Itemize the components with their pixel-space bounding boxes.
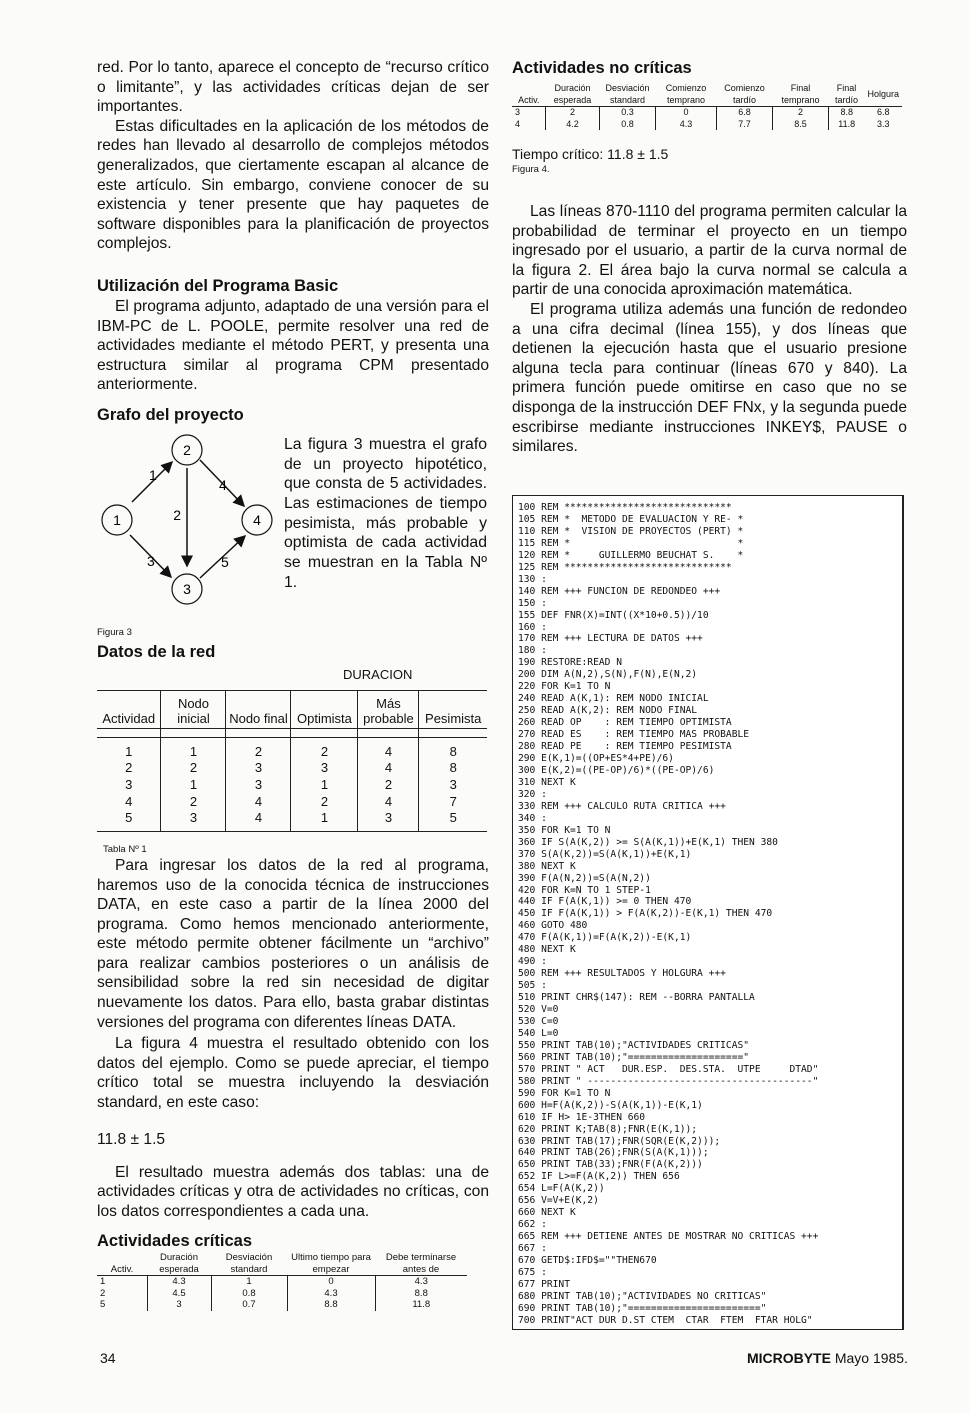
- table-cell: 4: [125, 793, 133, 809]
- code-line: 450 IF F(A(K,1)) > F(A(K,2))-E(K,1) THEN 470: [518, 908, 773, 920]
- code-line: 270 READ ES : REM TIEMPO MAS PROBABLE: [518, 729, 750, 741]
- table-cell: 3: [147, 1299, 211, 1311]
- figure-caption: Figura 3: [97, 626, 132, 638]
- edge-label: 2: [173, 506, 181, 523]
- table-header: Activ.: [512, 83, 545, 107]
- code-line: 505 :: [518, 980, 547, 992]
- code-line: 200 DIM A(N,2),S(N),F(N),E(N,2): [518, 669, 698, 681]
- node-label: 2: [183, 441, 191, 458]
- code-line: 500 REM +++ RESULTADOS Y HOLGURA +++: [518, 968, 726, 980]
- code-line: 510 PRINT CHR$(147): REM --BORRA PANTALLA: [518, 992, 755, 1004]
- table-header: Duración esperada: [545, 83, 599, 107]
- table-cell: 8: [419, 737, 487, 759]
- table-cell: 3: [161, 810, 226, 832]
- table-cell: 3: [226, 776, 291, 793]
- code-line: 160 :: [518, 621, 547, 633]
- code-line: 360 IF S(A(K,2)) >= S(A(K,1))+E(K,1) THEN 380: [518, 836, 778, 848]
- table-cell: 5: [100, 1299, 106, 1311]
- code-line: 660 NEXT K: [518, 1207, 576, 1219]
- code-line: 380 NEXT K: [518, 860, 576, 872]
- table-cell: 3: [515, 107, 521, 117]
- code-line: 630 PRINT TAB(17);FNR(SQR(E(K,2)));: [518, 1135, 721, 1147]
- table-cell: 0.3: [599, 107, 655, 119]
- paragraph: El programa adjunto, adaptado de una versión para el IBM-PC de L. POOLE, permite resolver una red de actividades mediante el método PERT, y presenta una estructura similar al programa CPM presentado anteriormente.: [97, 297, 489, 394]
- table-header: Activ.: [97, 1252, 147, 1276]
- code-line: 170 REM +++ LECTURA DE DATOS +++: [518, 633, 703, 645]
- table-header: Nodo inicial: [161, 690, 226, 728]
- code-line: 480 NEXT K: [518, 944, 576, 956]
- code-line: 390 F(A(N,2))=S(A(N,2)): [518, 872, 651, 884]
- table-cell: 6.8: [876, 107, 890, 117]
- table-cell: 2: [100, 1287, 106, 1299]
- table-row: [97, 737, 487, 759]
- code-line: 520 V=0: [518, 1004, 559, 1016]
- table-header: Final tardío: [828, 83, 864, 107]
- table-header: Desviación standard: [211, 1252, 287, 1276]
- code-line: 667 :: [518, 1243, 547, 1255]
- magazine-footer: [747, 1350, 908, 1366]
- paragraph: La figura 4 muestra el resultado obtenido con los datos del ejemplo. Como se puede apreciar, el tiempo crítico total se muestra incluyendo la desviación standard, en este caso:: [97, 1035, 489, 1112]
- critical-time-formula: 11.8 ± 1.5: [97, 1130, 166, 1148]
- paragraph: El programa utiliza además una función de redondeo a una cifra decimal (línea 155), y dos líneas que detienen la ejecución hasta que el usuario presione alguna tecla para continuar (líneas 670 y 840). La primera función puede omitirse en caso que no se disponga de la instrucción DEF FNx, y la segunda puede escribirse mediante instrucciones INKEY$, PAUSE o similares.: [512, 300, 907, 456]
- table-cell: 3: [291, 759, 358, 776]
- code-line: 620 PRINT K;TAB(8);FNR(E(K,1));: [518, 1123, 698, 1135]
- code-line: 670 GETD$:IFD$=""THEN670: [518, 1255, 657, 1267]
- code-line: 250 READ A(K,2): REM NODO FINAL: [518, 705, 698, 717]
- table-cell: 4.3: [375, 1276, 467, 1288]
- code-line: 490 :: [518, 956, 547, 968]
- table-header: Debe terminarse antes de: [375, 1252, 467, 1276]
- code-line: 110 REM * VISION DE PROYECTOS (PERT) *: [518, 525, 744, 537]
- code-line: 530 C=0: [518, 1015, 559, 1027]
- table-cell: 4.2: [545, 119, 599, 131]
- table-cell: 2: [291, 793, 358, 810]
- table-cell: 3.3: [876, 118, 890, 129]
- page-number: 34: [100, 1350, 116, 1366]
- table-cell: 0.7: [211, 1299, 287, 1311]
- code-line: 680 PRINT TAB(10);"ACTIVIDADES NO CRITICAS": [518, 1290, 767, 1302]
- code-line: 470 F(A(K,1))=F(A(K,2))-E(K,1): [518, 932, 692, 944]
- code-line: 600 H=F(A(K,2))-S(A(K,1))-E(K,1): [518, 1099, 703, 1111]
- table-cell: 4: [226, 793, 291, 810]
- code-line: 350 FOR K=1 TO N: [518, 824, 611, 836]
- table-row: [512, 107, 902, 119]
- edge-label: 1: [149, 466, 157, 483]
- table-cell: 6.8: [716, 107, 772, 119]
- node-label: 4: [253, 511, 261, 528]
- edge-label: 4: [219, 476, 227, 493]
- table-cell: 0.8: [599, 119, 655, 131]
- table-cell: 3: [419, 776, 487, 793]
- table-cell: 8: [419, 759, 487, 776]
- table-header: Más probable: [358, 690, 419, 728]
- table-header: Desviación standard: [599, 83, 655, 107]
- table-row: [97, 776, 487, 793]
- table-cell: 1: [291, 776, 358, 793]
- table-cell: 3: [125, 776, 133, 792]
- table-cell: 0.8: [211, 1288, 287, 1300]
- table-header: Optimista: [291, 690, 358, 728]
- magazine-name: MICROBYTE: [746, 1350, 831, 1366]
- table-header: Comienzo tardío: [716, 83, 772, 107]
- edge-label: 3: [147, 552, 155, 569]
- code-line: 640 PRINT TAB(26);FNR(S(A(K,1)));: [518, 1147, 709, 1159]
- code-line: 140 REM +++ FUNCION DE REDONDEO +++: [518, 585, 721, 597]
- graph-figure-block: [97, 432, 489, 642]
- table-cell: 4: [226, 810, 291, 832]
- code-line: 155 DEF FNR(X)=INT((X*10+0.5))/10: [518, 609, 709, 621]
- table-cell: 2: [291, 737, 358, 759]
- table-header: Actividad: [97, 690, 161, 728]
- code-line: 570 PRINT " ACT DUR.ESP. DES.STA. UTPE DTAD": [518, 1063, 819, 1075]
- table-row: [97, 810, 487, 832]
- code-line: 340 :: [518, 812, 547, 824]
- heading-no-criticas: Actividades no críticas: [512, 59, 692, 77]
- table-cell: 1: [100, 1276, 106, 1288]
- table-cell: 8.8: [828, 107, 864, 119]
- code-line: 420 FOR K=N TO 1 STEP-1: [518, 884, 651, 896]
- code-line: 540 L=0: [518, 1027, 559, 1039]
- code-line: 150 :: [518, 597, 547, 609]
- table-row: [97, 1299, 467, 1311]
- table-cell: 8.8: [375, 1288, 467, 1300]
- code-line: 240 READ A(K,1): REM NODO INICIAL: [518, 693, 709, 705]
- table-cell: 5: [97, 810, 161, 832]
- heading-grafo: Grafo del proyecto: [97, 405, 244, 424]
- table-cell: 2: [161, 759, 226, 776]
- table-header: Final temprano: [772, 83, 828, 107]
- code-line: 656 V=V+E(K,2): [518, 1195, 599, 1207]
- code-line: 610 IF H> 1E-3THEN 660: [518, 1111, 646, 1123]
- code-line: 115 REM * *: [518, 537, 744, 549]
- table-cell: 3: [358, 810, 419, 832]
- table-row: [97, 1276, 467, 1288]
- issue-date: Mayo 1985.: [834, 1350, 908, 1366]
- table-cell: 0: [655, 107, 716, 119]
- table-spacer-row: [97, 728, 487, 737]
- code-line: 100 REM *****************************: [518, 502, 732, 513]
- code-line: 300 E(K,2)=((PE-OP)/6)*((PE-OP)/6): [518, 764, 715, 776]
- heading-basic: Utilización del Programa Basic: [97, 276, 339, 295]
- table-header-row: [97, 690, 487, 728]
- heading-criticas: Actividades críticas: [97, 1232, 252, 1251]
- code-line: 260 READ OP : REM TIEMPO OPTIMISTA: [518, 717, 732, 729]
- table-cell: 1: [125, 743, 133, 759]
- duracion-label: DURACION: [343, 666, 413, 682]
- table-header-row: [97, 1252, 467, 1276]
- code-line: 580 PRINT " ---------------------------------------": [518, 1075, 819, 1087]
- table-cell: 2: [358, 776, 419, 793]
- table-cell: 2: [545, 107, 599, 119]
- table-caption: Tabla Nº 1: [103, 843, 147, 855]
- network-data-table: [97, 690, 487, 832]
- table-header: Comienzo temprano: [655, 83, 716, 107]
- code-line: 662 :: [518, 1219, 547, 1231]
- table-cell: 2: [226, 737, 291, 759]
- table-cell: 1: [291, 810, 358, 832]
- table-cell: 4: [358, 737, 419, 759]
- code-line: 665 REM +++ DETIENE ANTES DE MOSTRAR NO CRITICAS +++: [518, 1231, 819, 1243]
- table-cell: 4.3: [287, 1288, 375, 1300]
- table-cell: 11.8: [375, 1299, 467, 1311]
- table-cell: 0: [287, 1276, 375, 1288]
- paragraph: Estas dificultades en la aplicación de los métodos de redes han llevado al desarrollo de complejos métodos generalizados, que ciertamente escapan al alcance de este artículo. Sin embargo, conviene conocer de su existencia y tener presente que hay paquetes de software disponibles para la planificación de proyectos complejos.: [97, 117, 489, 253]
- code-line: 677 PRINT: [518, 1278, 570, 1290]
- paragraph: Las líneas 870-1110 del programa permiten calcular la probabilidad de terminar el proyecto en un tiempo ingresado por el usuario, a partir de la curva normal de la figura 2. El área bajo la curva normal se calcula a partir de una conocida aproximación matemática.: [512, 203, 907, 299]
- right-column: [512, 58, 907, 457]
- code-line: 105 REM * METODO DE EVALUACION Y RE- *: [518, 513, 744, 525]
- code-line: 675 :: [518, 1267, 547, 1278]
- table-cell: 4.3: [655, 119, 716, 131]
- table-cell: 4: [358, 793, 419, 810]
- critical-activities-table: [97, 1252, 467, 1311]
- graph-description: La figura 3 muestra el grafo de un proyecto hipotético, que consta de 5 actividades. Las estimaciones de tiempo pesimista, más probable y optimista de cada actividad se muestran en la Tabla Nº 1.: [284, 435, 487, 591]
- code-line: 190 RESTORE:READ N: [518, 657, 622, 669]
- paragraph: red. Por lo tanto, aparece el concepto de “recurso crítico o limitante”, y las actividades críticas dejan de ser importantes.: [97, 59, 489, 116]
- table-row: [512, 119, 902, 131]
- table-row: [97, 1288, 467, 1300]
- table-cell: 11.8: [828, 119, 864, 131]
- code-line: 440 IF F(A(K,1)) >= 0 THEN 470: [518, 896, 692, 908]
- paragraph: Para ingresar los datos de la red al programa, haremos uso de la conocida técnica de instrucciones DATA, en este caso a partir de la línea 2000 del programa. Como hemos mencionado anteriormente, este método permite obtener fácilmente un “archivo” para realizar cambios posteriores o un análisis de sensibilidad sobre la red sin necesidad de digitar nuevamente los datos. Para ello, basta grabar distintas versiones del programa con diferentes líneas DATA.: [97, 856, 489, 1031]
- table-cell: 7: [419, 793, 487, 810]
- table-cell: 4: [515, 118, 521, 129]
- table-header: Ultimo tiempo para empezar: [287, 1252, 375, 1276]
- code-line: 125 REM *****************************: [518, 561, 732, 573]
- heading-datos: Datos de la red: [97, 642, 216, 661]
- table-cell: 4.3: [147, 1276, 211, 1288]
- code-line: 320 :: [518, 788, 547, 800]
- code-line: 370 S(A(K,2))=S(A(K,1))+E(K,1): [518, 848, 692, 860]
- node-label: 1: [113, 511, 121, 528]
- code-line: 550 PRINT TAB(10);"ACTIVIDADES CRITICAS": [518, 1039, 750, 1051]
- code-line: 120 REM * GUILLERMO BEUCHAT S. *: [518, 549, 744, 561]
- figure-caption: Figura 4.: [512, 164, 550, 175]
- table-row: [97, 759, 487, 776]
- code-line: 330 REM +++ CALCULO RUTA CRITICA +++: [518, 800, 726, 812]
- table-row: [97, 793, 487, 810]
- code-line: 652 IF L>=F(A(K,2)) THEN 656: [518, 1171, 680, 1183]
- table-cell: 1: [161, 737, 226, 759]
- non-critical-activities-table: [512, 83, 902, 130]
- table-header: Holgura: [864, 83, 902, 107]
- edge-label: 5: [221, 553, 229, 570]
- basic-program-listing: [512, 495, 904, 1330]
- table-cell: 1: [161, 776, 226, 793]
- code-line: 290 E(K,1)=((OP+ES*4+PE)/6): [518, 753, 674, 765]
- table-cell: 1: [211, 1276, 287, 1288]
- table-header-row: [512, 83, 902, 107]
- table-header: Nodo final: [226, 690, 291, 728]
- table-cell: 3: [226, 759, 291, 776]
- code-line: 590 FOR K=1 TO N: [518, 1087, 611, 1099]
- table-cell: 2: [125, 759, 133, 775]
- code-line: 560 PRINT TAB(10);"====================": [518, 1051, 750, 1063]
- table-cell: 2: [161, 793, 226, 810]
- code-line: 180 :: [518, 645, 547, 657]
- table-cell: 4.5: [147, 1288, 211, 1300]
- table-cell: 4: [358, 759, 419, 776]
- code-line: 650 PRINT TAB(33);FNR(F(A(K,2))): [518, 1159, 703, 1171]
- code-line: 690 PRINT TAB(10);"=======================": [518, 1302, 767, 1314]
- table-cell: 7.7: [716, 119, 772, 131]
- table-header: Pesimista: [419, 690, 487, 728]
- code-line: 654 L=F(A(K,2)): [518, 1183, 605, 1195]
- table-cell: 2: [772, 107, 828, 119]
- table-cell: 5: [419, 810, 487, 832]
- project-graph-diagram: [97, 432, 277, 637]
- paragraph: El resultado muestra además dos tablas: una de actividades críticas y otra de actividades no críticas, con los datos correspondientes a cada una.: [97, 1163, 489, 1220]
- code-line: 220 FOR K=1 TO N: [518, 681, 611, 693]
- table-header: Duración esperada: [147, 1252, 211, 1276]
- left-column: [97, 58, 489, 1311]
- critical-time-result: Tiempo crítico: 11.8 ± 1.5: [512, 146, 669, 162]
- table-cell: 8.5: [772, 119, 828, 131]
- code-line: 130 :: [518, 573, 547, 585]
- code-line: 310 NEXT K: [518, 776, 576, 788]
- code-line: 700 PRINT"ACT DUR D.ST CTEM CTAR FTEM FTAR HOLG": [518, 1314, 813, 1326]
- code-line: 280 READ PE : REM TIEMPO PESIMISTA: [518, 741, 732, 753]
- node-label: 3: [183, 580, 191, 597]
- code-line: 460 GOTO 480: [518, 920, 588, 932]
- table-cell: 8.8: [287, 1299, 375, 1311]
